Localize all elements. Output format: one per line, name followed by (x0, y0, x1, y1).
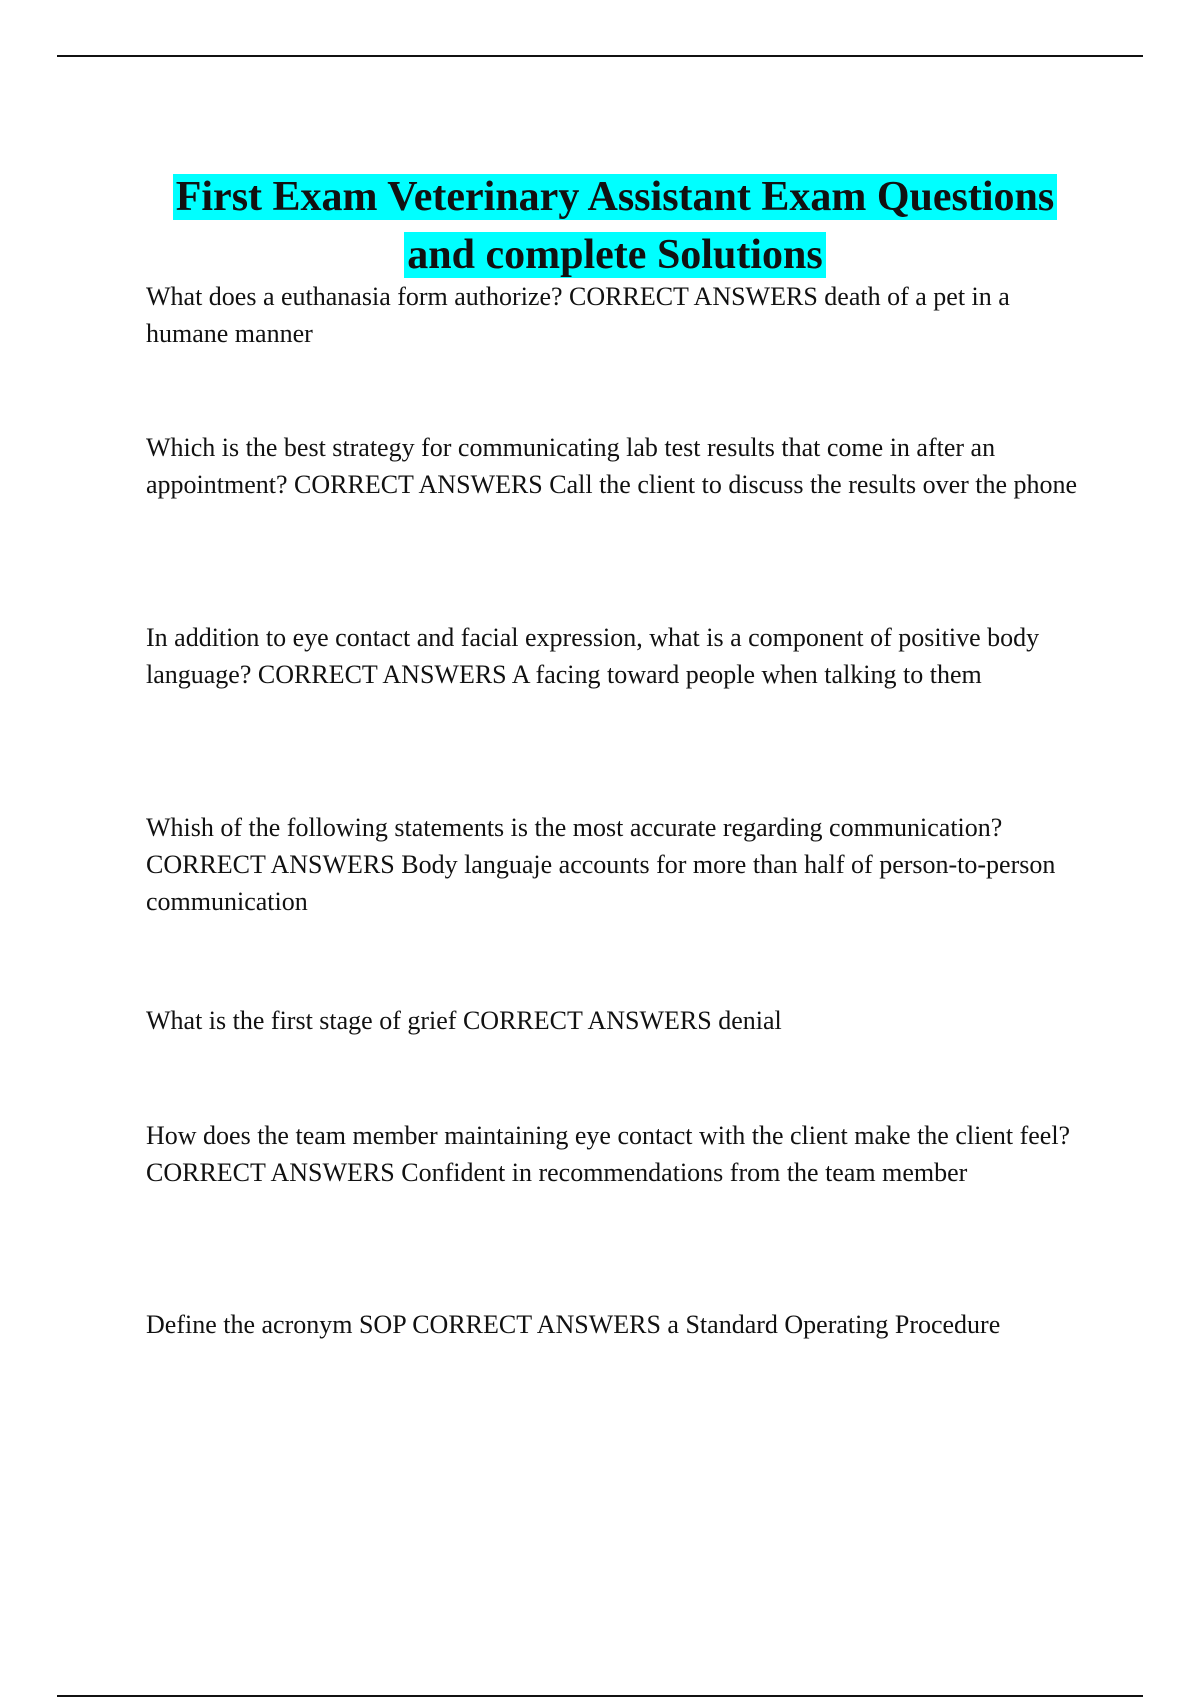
title-text: First Exam Veterinary Assistant Exam Questions and complete Solutions (173, 174, 1058, 278)
qa-item-3: In addition to eye contact and facial expression, what is a component of positive body language? CORRECT ANSWERS A facing toward people when talking to them (146, 623, 1040, 689)
document-title (140, 168, 1090, 284)
qa-item-6: How does the team member maintaining eye contact with the client make the client feel? CORRECT ANSWERS Confident in recommendations from the team member (146, 1121, 1071, 1187)
qa-item-4: Whish of the following statements is the most accurate regarding communication? CORRECT ANSWERS Body languaje accounts for more than half of person-to-person communication (146, 813, 1056, 916)
top-rule (57, 55, 1143, 57)
qa-item-5: What is the first stage of grief CORRECT ANSWERS denial (146, 1006, 782, 1035)
qa-item-1: What does a euthanasia form authorize? CORRECT ANSWERS death of a pet in a humane manner (146, 282, 1010, 348)
bottom-rule (57, 1695, 1143, 1697)
qa-item-2: Which is the best strategy for communicating lab test results that come in after an appointment? CORRECT ANSWERS Call the client to discuss the results over the phone (146, 433, 1078, 499)
qa-item-7: Define the acronym SOP CORRECT ANSWERS a Standard Operating Procedure (146, 1310, 1001, 1339)
